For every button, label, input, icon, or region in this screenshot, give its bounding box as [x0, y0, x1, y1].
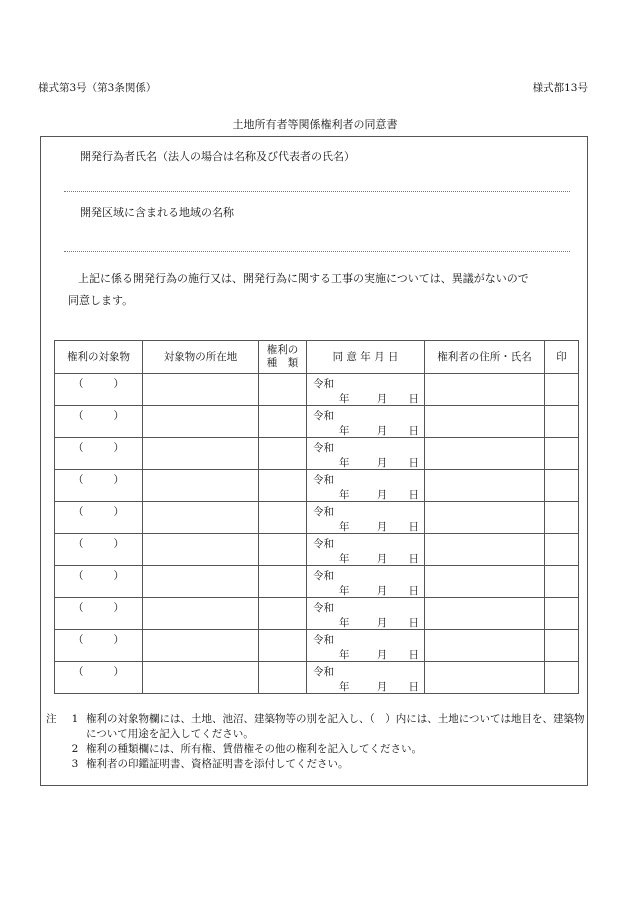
- year-label: 年: [339, 393, 350, 405]
- header-type-line2: 種 類: [266, 357, 299, 369]
- paren-close: ）: [113, 378, 124, 390]
- date-cell[interactable]: [307, 406, 425, 438]
- year-label: 年: [339, 617, 350, 629]
- seal-cell[interactable]: [545, 598, 579, 630]
- year-label: 年: [339, 649, 350, 661]
- date-cell[interactable]: [307, 598, 425, 630]
- note-text: 権利者の印鑑証明書、資格証明書を添付してください。: [86, 758, 349, 770]
- type-cell[interactable]: [259, 662, 307, 694]
- header-location: 対象物の所在地: [143, 341, 259, 374]
- note-mark: [46, 742, 64, 757]
- holder-cell[interactable]: [425, 566, 545, 598]
- type-cell[interactable]: [259, 470, 307, 502]
- seal-cell[interactable]: [545, 438, 579, 470]
- date-cell[interactable]: [307, 662, 425, 694]
- location-cell[interactable]: [143, 662, 259, 694]
- day-label: 日: [408, 521, 419, 533]
- type-cell[interactable]: [259, 566, 307, 598]
- applicant-name-label: 開発行為者氏名（法人の場合は名称及び代表者の氏名）: [80, 150, 355, 163]
- month-label: 月: [376, 585, 388, 597]
- era-label: 令和: [313, 570, 334, 582]
- notes-section: [46, 712, 586, 772]
- month-label: 月: [376, 617, 388, 629]
- holder-cell[interactable]: [425, 502, 545, 534]
- date-cell[interactable]: [307, 374, 425, 406]
- month-label: 月: [376, 457, 388, 469]
- note-text: 権利の対象物欄には、土地、池沼、建築物等の別を記入し、（ ）内には、土地については地目を、建築物について用途を記入してください。: [86, 713, 585, 740]
- paren-close: ）: [113, 634, 124, 646]
- type-cell[interactable]: [259, 630, 307, 662]
- note-number: 1: [71, 713, 79, 725]
- seal-cell[interactable]: [545, 470, 579, 502]
- paren-open: （: [73, 570, 84, 582]
- area-name-label: 開発区域に含まれる地域の名称: [80, 206, 234, 219]
- table-row: [55, 630, 579, 662]
- holder-cell[interactable]: [425, 438, 545, 470]
- table-row: [55, 374, 579, 406]
- header-object: 権利の対象物: [55, 341, 143, 374]
- month-label: 月: [376, 425, 388, 437]
- day-label: 日: [408, 585, 419, 597]
- era-label: 令和: [313, 378, 334, 390]
- year-label: 年: [339, 489, 350, 501]
- date-cell[interactable]: [307, 534, 425, 566]
- paren-close: ）: [113, 442, 124, 454]
- object-cell[interactable]: [55, 566, 143, 598]
- header-date: 同 意 年 月 日: [307, 341, 425, 374]
- day-label: 日: [408, 393, 419, 405]
- paren-open: （: [73, 474, 84, 486]
- document-title: 土地所有者等関係権利者の同意書: [232, 118, 398, 131]
- paren-open: （: [73, 666, 84, 678]
- consent-line-2: 同意します。: [68, 294, 134, 307]
- object-cell[interactable]: [55, 438, 143, 470]
- month-label: 月: [376, 649, 388, 661]
- object-cell[interactable]: [55, 374, 143, 406]
- applicant-name-line[interactable]: [64, 191, 570, 192]
- location-cell[interactable]: [143, 598, 259, 630]
- consent-line-1: 上記に係る開発行為の施行又は、開発行為に関する工事の実施については、異議がないので: [78, 272, 529, 285]
- era-label: 令和: [313, 634, 334, 646]
- year-label: 年: [339, 553, 350, 565]
- location-cell[interactable]: [143, 438, 259, 470]
- area-name-line[interactable]: [64, 251, 570, 252]
- holder-cell[interactable]: [425, 534, 545, 566]
- paren-open: （: [73, 634, 84, 646]
- year-label: 年: [339, 681, 350, 693]
- type-cell[interactable]: [259, 502, 307, 534]
- object-cell[interactable]: [55, 502, 143, 534]
- paren-close: ）: [113, 570, 124, 582]
- table-row: [55, 566, 579, 598]
- date-cell[interactable]: [307, 566, 425, 598]
- note-item: [46, 712, 586, 742]
- date-cell[interactable]: [307, 502, 425, 534]
- header-type: [259, 341, 307, 374]
- note-mark: 注: [46, 713, 57, 725]
- note-text: 権利の種類欄には、所有権、賃借権その他の権利を記入してください。: [86, 743, 422, 755]
- year-label: 年: [339, 457, 350, 469]
- location-cell[interactable]: [143, 374, 259, 406]
- month-label: 月: [376, 393, 388, 405]
- seal-cell[interactable]: [545, 406, 579, 438]
- table-row: [55, 534, 579, 566]
- object-cell[interactable]: [55, 662, 143, 694]
- paren-close: ）: [113, 474, 124, 486]
- paren-open: （: [73, 602, 84, 614]
- era-label: 令和: [313, 474, 334, 486]
- note-number: 2: [71, 743, 79, 755]
- day-label: 日: [408, 649, 419, 661]
- paren-open: （: [73, 442, 84, 454]
- seal-cell[interactable]: [545, 502, 579, 534]
- rights-table: [54, 340, 579, 694]
- era-label: 令和: [313, 666, 334, 678]
- location-cell[interactable]: [143, 502, 259, 534]
- location-cell[interactable]: [143, 534, 259, 566]
- type-cell[interactable]: [259, 534, 307, 566]
- holder-cell[interactable]: [425, 470, 545, 502]
- date-cell[interactable]: [307, 470, 425, 502]
- holder-cell[interactable]: [425, 374, 545, 406]
- day-label: 日: [408, 425, 419, 437]
- paren-open: （: [73, 538, 84, 550]
- form-number-left: 様式第3号（第3条関係）: [38, 82, 157, 94]
- form-number-right: 様式都13号: [532, 82, 588, 94]
- seal-cell[interactable]: [545, 374, 579, 406]
- object-cell[interactable]: [55, 470, 143, 502]
- holder-cell[interactable]: [425, 406, 545, 438]
- paren-close: ）: [113, 538, 124, 550]
- location-cell[interactable]: [143, 630, 259, 662]
- location-cell[interactable]: [143, 406, 259, 438]
- table-row: [55, 598, 579, 630]
- seal-cell[interactable]: [545, 662, 579, 694]
- note-mark: [46, 757, 64, 772]
- holder-cell[interactable]: [425, 630, 545, 662]
- paren-open: （: [73, 506, 84, 518]
- type-cell[interactable]: [259, 598, 307, 630]
- object-cell[interactable]: [55, 598, 143, 630]
- header-seal: 印: [545, 341, 579, 374]
- day-label: 日: [408, 617, 419, 629]
- paren-close: ）: [113, 506, 124, 518]
- type-cell[interactable]: [259, 438, 307, 470]
- table-header-row: [55, 341, 579, 374]
- date-cell[interactable]: [307, 438, 425, 470]
- day-label: 日: [408, 553, 419, 565]
- month-label: 月: [376, 489, 388, 501]
- era-label: 令和: [313, 538, 334, 550]
- table-row: [55, 662, 579, 694]
- paren-close: ）: [113, 666, 124, 678]
- year-label: 年: [339, 425, 350, 437]
- holder-cell[interactable]: [425, 598, 545, 630]
- table-row: [55, 438, 579, 470]
- month-label: 月: [376, 553, 388, 565]
- day-label: 日: [408, 457, 419, 469]
- note-number: 3: [71, 758, 79, 770]
- seal-cell[interactable]: [545, 630, 579, 662]
- paren-close: ）: [113, 602, 124, 614]
- type-cell[interactable]: [259, 374, 307, 406]
- object-cell[interactable]: [55, 534, 143, 566]
- location-cell[interactable]: [143, 566, 259, 598]
- consent-statement: [68, 268, 578, 312]
- era-label: 令和: [313, 602, 334, 614]
- object-cell[interactable]: [55, 630, 143, 662]
- type-cell[interactable]: [259, 406, 307, 438]
- month-label: 月: [376, 681, 388, 693]
- table-row: [55, 470, 579, 502]
- seal-cell[interactable]: [545, 566, 579, 598]
- header-type-line1: 権利の: [266, 344, 299, 356]
- era-label: 令和: [313, 442, 334, 454]
- holder-cell[interactable]: [425, 662, 545, 694]
- era-label: 令和: [313, 506, 334, 518]
- paren-close: ）: [113, 410, 124, 422]
- table-row: [55, 502, 579, 534]
- year-label: 年: [339, 521, 350, 533]
- date-cell[interactable]: [307, 630, 425, 662]
- seal-cell[interactable]: [545, 534, 579, 566]
- location-cell[interactable]: [143, 470, 259, 502]
- note-item: [46, 742, 586, 757]
- month-label: 月: [376, 521, 388, 533]
- header-holder: 権利者の住所・氏名: [425, 341, 545, 374]
- day-label: 日: [408, 681, 419, 693]
- day-label: 日: [408, 489, 419, 501]
- table-row: [55, 406, 579, 438]
- object-cell[interactable]: [55, 406, 143, 438]
- paren-open: （: [73, 410, 84, 422]
- note-item: [46, 757, 586, 772]
- year-label: 年: [339, 585, 350, 597]
- era-label: 令和: [313, 410, 334, 422]
- paren-open: （: [73, 378, 84, 390]
